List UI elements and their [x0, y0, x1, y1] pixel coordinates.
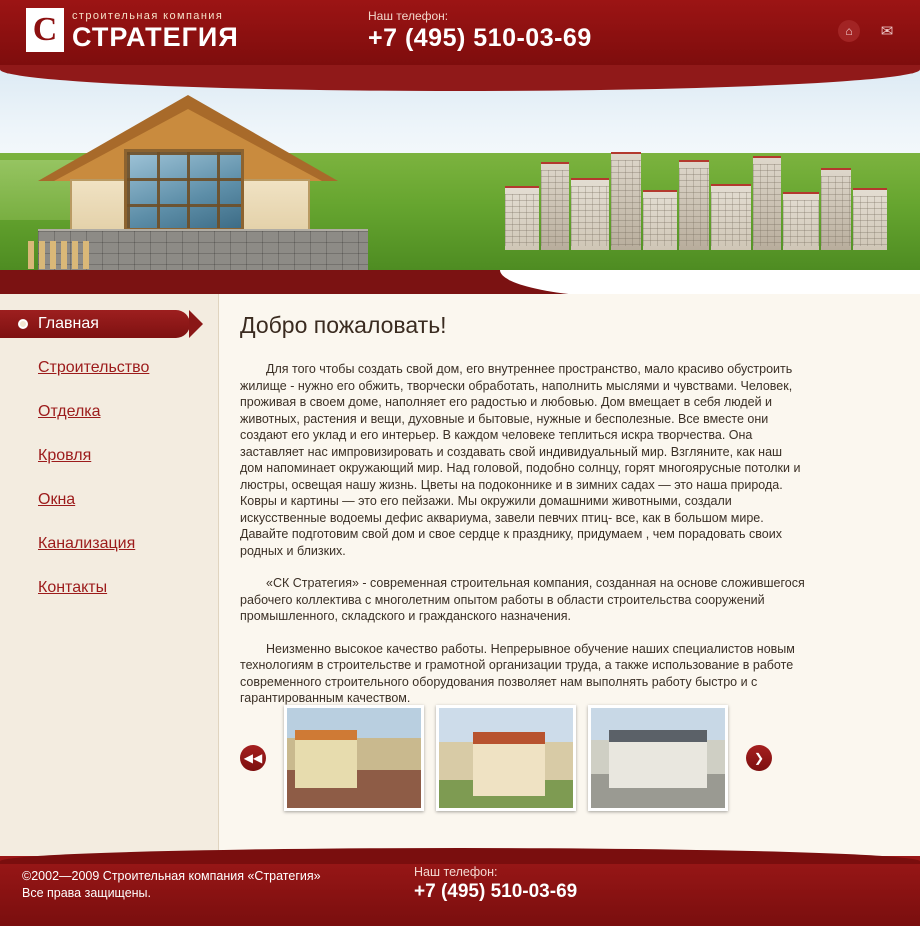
- logo-mark: C: [26, 8, 64, 52]
- bullet-icon: [18, 319, 28, 329]
- sidebar-item-okna[interactable]: [0, 486, 218, 514]
- gallery-thumbs: [284, 705, 728, 811]
- copyright-line-1: ©2002—2009 Строительная компания «Стратегия»: [22, 869, 321, 883]
- thumb-house-3[interactable]: [588, 705, 728, 811]
- sidebar-item-kanalizaciya[interactable]: [0, 530, 218, 558]
- sidebar-item-label: Окна: [38, 491, 76, 508]
- gallery-prev-button[interactable]: ◀◀: [240, 745, 266, 771]
- page-title: Добро пожаловать!: [240, 312, 447, 338]
- paragraph-company: «СК Стратегия» - современная строительная компания, созданная на основе сложившегося рабочего коллектива с многолетним опытом работы в области строительства сооружений промышленного, складского и гражданского назначения.: [240, 576, 805, 623]
- hero-cityscape: [505, 125, 905, 250]
- content-shell: [0, 270, 920, 856]
- sidebar-item-label: Отделка: [38, 403, 101, 420]
- site-header: [0, 0, 920, 65]
- copyright-block: [22, 868, 321, 902]
- thumb-house-1[interactable]: [284, 705, 424, 811]
- main-content: [240, 294, 805, 723]
- thumb-house-2[interactable]: [436, 705, 576, 811]
- sidebar-item-stroitelstvo[interactable]: [0, 354, 218, 382]
- sidebar-item-label: Главная: [38, 315, 99, 332]
- header-phone-number: +7 (495) 510-03-69: [368, 24, 592, 52]
- sidebar-item-otdelka[interactable]: [0, 398, 218, 426]
- sidebar-list: [0, 294, 218, 602]
- header-phone: [368, 9, 592, 52]
- content-area: [0, 294, 920, 856]
- sidebar-nav: [0, 294, 218, 618]
- paragraph-intro: Для того чтобы создать свой дом, его внутреннее пространство, мало красиво обустроить жилище - нужно его обжить, творчески обработать, наполнить мыслями и чувствами. Человек, проживая в своем доме, наполняет его радостью и любовью. Дом вмещает в себя людей и животных, растения и вещи, духовные и бытовые, нужные и бесполезные. Все вместе они создают его уклад и его интерьер. В каждом человеке теплиться искра творчества. Она заставляет нас импровизировать и создавать свой индивидуальный мир. Взгляните, как наш дом напоминает окружающий мир. Над головой, подобно солнцу, горят многоярусные потолки и люстры, освещая нашу жизнь. Цветы на подоконнике и в зимних садах — это наша природа. Ковры и картины — это его пейзажи. Мы окружили домашними животными, создали искусственные водоемы дефис аквариума, завели певчих птиц- все, как в большом мире. Давайте подготовим свой дом и свое сердце к празднику, придумаем , чем порадовать своих родных и близких.: [240, 362, 801, 558]
- site-logo[interactable]: [26, 8, 239, 52]
- mail-icon[interactable]: ✉: [880, 23, 894, 40]
- photo-gallery: [240, 698, 820, 818]
- paragraph-quality: Неизменно высокое качество работы. Непрерывное обучение наших специалистов новым технологиям в строительстве и грамотной организации труда, а также использование в работе современного строительного оборудования позволяет нам выполнять работу быстро и с гарантированным качеством.: [240, 641, 795, 705]
- sidebar-item-label: Контакты: [38, 579, 108, 596]
- gallery-next-button[interactable]: ❯: [746, 745, 772, 771]
- site-footer: [0, 856, 920, 926]
- copyright-line-2: Все права защищены.: [22, 886, 152, 900]
- sidebar-item-label: Кровля: [38, 447, 92, 464]
- logo-subtitle: строительная компания: [72, 9, 224, 22]
- header-phone-label: Наш телефон:: [368, 9, 449, 23]
- logo-title: СТРАТЕГИЯ: [72, 21, 239, 52]
- footer-phone: [414, 865, 577, 903]
- home-icon[interactable]: ⌂: [838, 20, 860, 42]
- sidebar-item-label: Канализация: [38, 535, 136, 552]
- footer-phone-label: Наш телефон:: [414, 865, 498, 879]
- sidebar-item-label: Строительство: [38, 359, 150, 376]
- sidebar-item-krovlya[interactable]: [0, 442, 218, 470]
- hero-house-illustration: [28, 89, 418, 269]
- header-icon-group: [838, 20, 898, 42]
- footer-phone-number: +7 (495) 510-03-69: [414, 881, 578, 902]
- sidebar-item-kontakty[interactable]: [0, 574, 218, 602]
- sidebar-item-glavnaya[interactable]: [0, 310, 190, 338]
- hero-banner: [0, 65, 920, 270]
